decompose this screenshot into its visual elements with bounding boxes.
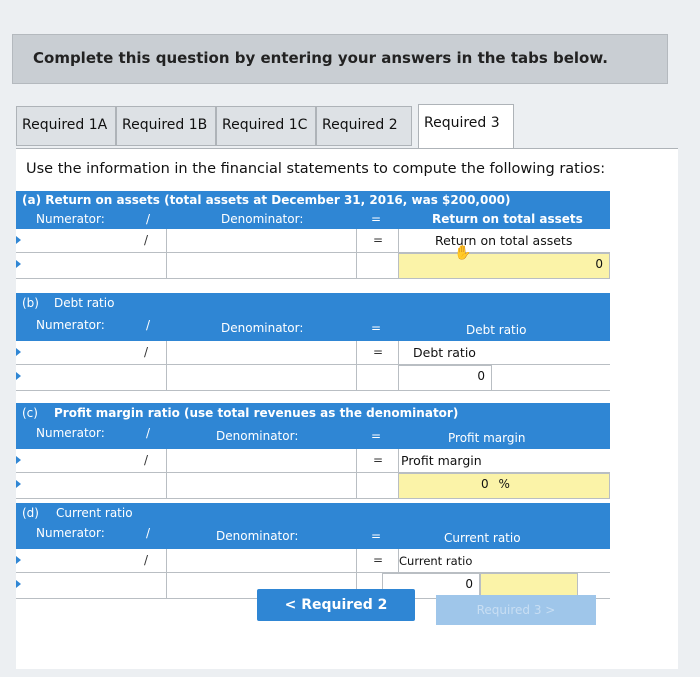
section-b-name: Debt ratio xyxy=(54,296,115,310)
equals-symbol: = xyxy=(373,553,384,567)
denominator-value-input[interactable] xyxy=(166,253,356,278)
tab-required-1c[interactable]: Required 1C xyxy=(216,106,316,146)
equals-symbol: = xyxy=(373,345,384,359)
result-header: Current ratio xyxy=(444,531,521,545)
section-b-title xyxy=(16,293,610,315)
profit-margin-value: 0 xyxy=(481,477,489,491)
result-header: Profit margin xyxy=(448,431,526,445)
denominator-header: Denominator: xyxy=(216,529,299,543)
equals-blank xyxy=(356,365,398,390)
row-arrow-icon xyxy=(16,456,21,464)
equals-symbol: = xyxy=(373,453,384,467)
equals-cell xyxy=(356,449,398,472)
denominator-input[interactable] xyxy=(166,229,356,252)
tab-panel xyxy=(16,148,678,669)
numerator-header: Numerator: xyxy=(36,212,105,226)
section-a-title: (a) Return on assets (total assets at December 31, 2016, was $200,000) xyxy=(16,191,610,209)
slash-symbol: / xyxy=(146,426,151,440)
equals-blank xyxy=(356,473,398,498)
numerator-value-input[interactable] xyxy=(24,573,166,598)
section-current-ratio xyxy=(16,503,610,599)
section-d-letter: (d) xyxy=(22,506,39,520)
denominator-input[interactable] xyxy=(166,549,356,572)
section-c-header-row xyxy=(16,423,610,449)
formula-row xyxy=(16,341,610,365)
denominator-header: Denominator: xyxy=(221,212,304,226)
result-label-cell xyxy=(398,229,610,252)
numerator-header: Numerator: xyxy=(36,526,105,540)
formula-row xyxy=(16,449,610,473)
formula-row xyxy=(16,229,610,253)
numerator-value-input[interactable] xyxy=(24,365,166,390)
section-a-header-row xyxy=(16,209,610,229)
equals-blank xyxy=(356,253,398,278)
section-d-header-row xyxy=(16,523,610,549)
formula-row xyxy=(16,549,610,573)
row-arrow-icon xyxy=(16,480,21,488)
section-d-name: Current ratio xyxy=(56,506,133,520)
tab-required-1b[interactable]: Required 1B xyxy=(116,106,216,146)
slash-symbol: / xyxy=(144,453,149,467)
row-arrow-icon xyxy=(16,348,21,356)
result-label-cell xyxy=(398,449,610,472)
section-b-header-row xyxy=(16,315,610,341)
equals-symbol: = xyxy=(371,429,382,443)
next-required-button[interactable]: Required 3 > xyxy=(436,595,596,625)
result-label: Profit margin xyxy=(401,453,482,468)
slash-symbol: / xyxy=(144,345,149,359)
row-arrow-icon xyxy=(16,236,21,244)
result-label: Return on total assets xyxy=(435,233,573,248)
profit-margin-answer[interactable] xyxy=(398,473,610,499)
denominator-header: Denominator: xyxy=(216,429,299,443)
section-c-title xyxy=(16,403,610,423)
result-label-cell xyxy=(398,549,610,572)
row-arrow-icon xyxy=(16,580,21,588)
input-row xyxy=(16,473,610,499)
equals-symbol: = xyxy=(373,233,384,247)
slash-symbol: / xyxy=(146,318,151,332)
input-row xyxy=(16,245,610,279)
denominator-input[interactable] xyxy=(166,449,356,472)
equals-cell xyxy=(356,549,398,572)
return-on-assets-answer[interactable]: 0 xyxy=(398,253,610,279)
tab-required-3[interactable]: Required 3 xyxy=(418,104,514,162)
denominator-value-input[interactable] xyxy=(166,365,356,390)
denominator-input[interactable] xyxy=(166,341,356,364)
slash-symbol: / xyxy=(144,553,149,567)
section-b-letter: (b) xyxy=(22,296,39,310)
equals-symbol: = xyxy=(371,321,382,335)
section-c-name: Profit margin ratio (use total revenues as the denominator) xyxy=(54,406,459,420)
numerator-header: Numerator: xyxy=(36,426,105,440)
slash-symbol: / xyxy=(144,233,149,247)
numerator-value-input[interactable] xyxy=(24,253,166,278)
numerator-header: Numerator: xyxy=(36,318,105,332)
row-arrow-icon xyxy=(16,556,21,564)
result-label-cell xyxy=(398,341,610,364)
equals-symbol: = xyxy=(371,529,382,543)
section-debt-ratio xyxy=(16,293,610,391)
denominator-value-input[interactable] xyxy=(166,473,356,498)
instructions-banner: Complete this question by entering your answers in the tabs below. xyxy=(12,34,668,84)
result-label: Debt ratio xyxy=(413,345,476,360)
slash-symbol: / xyxy=(146,526,151,540)
previous-required-2-button[interactable]: < Required 2 xyxy=(257,589,415,621)
section-d-title xyxy=(16,503,610,523)
section-c-letter: (c) xyxy=(22,406,38,420)
current-ratio-answer[interactable]: 0 xyxy=(382,573,480,599)
row-arrow-icon xyxy=(16,372,21,380)
instruction-text: Use the information in the financial statements to compute the following ratios: xyxy=(26,161,606,177)
result-label: Current ratio xyxy=(399,554,473,568)
slash-symbol: / xyxy=(146,212,151,226)
equals-symbol: = xyxy=(371,212,382,226)
tab-required-2[interactable]: Required 2 xyxy=(316,106,412,146)
result-header: Return on total assets xyxy=(432,212,583,226)
debt-ratio-answer[interactable]: 0 xyxy=(398,365,492,391)
equals-cell xyxy=(356,229,398,252)
row-arrow-icon xyxy=(16,260,21,268)
percent-sign: % xyxy=(498,477,510,491)
equals-cell xyxy=(356,341,398,364)
section-profit-margin xyxy=(16,403,610,499)
tab-required-1a[interactable]: Required 1A xyxy=(16,106,116,146)
numerator-value-input[interactable] xyxy=(24,473,166,498)
input-row xyxy=(16,365,610,391)
denominator-header: Denominator: xyxy=(221,321,304,335)
section-return-on-assets xyxy=(16,191,610,279)
hand-pointer-icon: ✋ xyxy=(454,245,472,261)
result-header: Debt ratio xyxy=(466,323,527,337)
